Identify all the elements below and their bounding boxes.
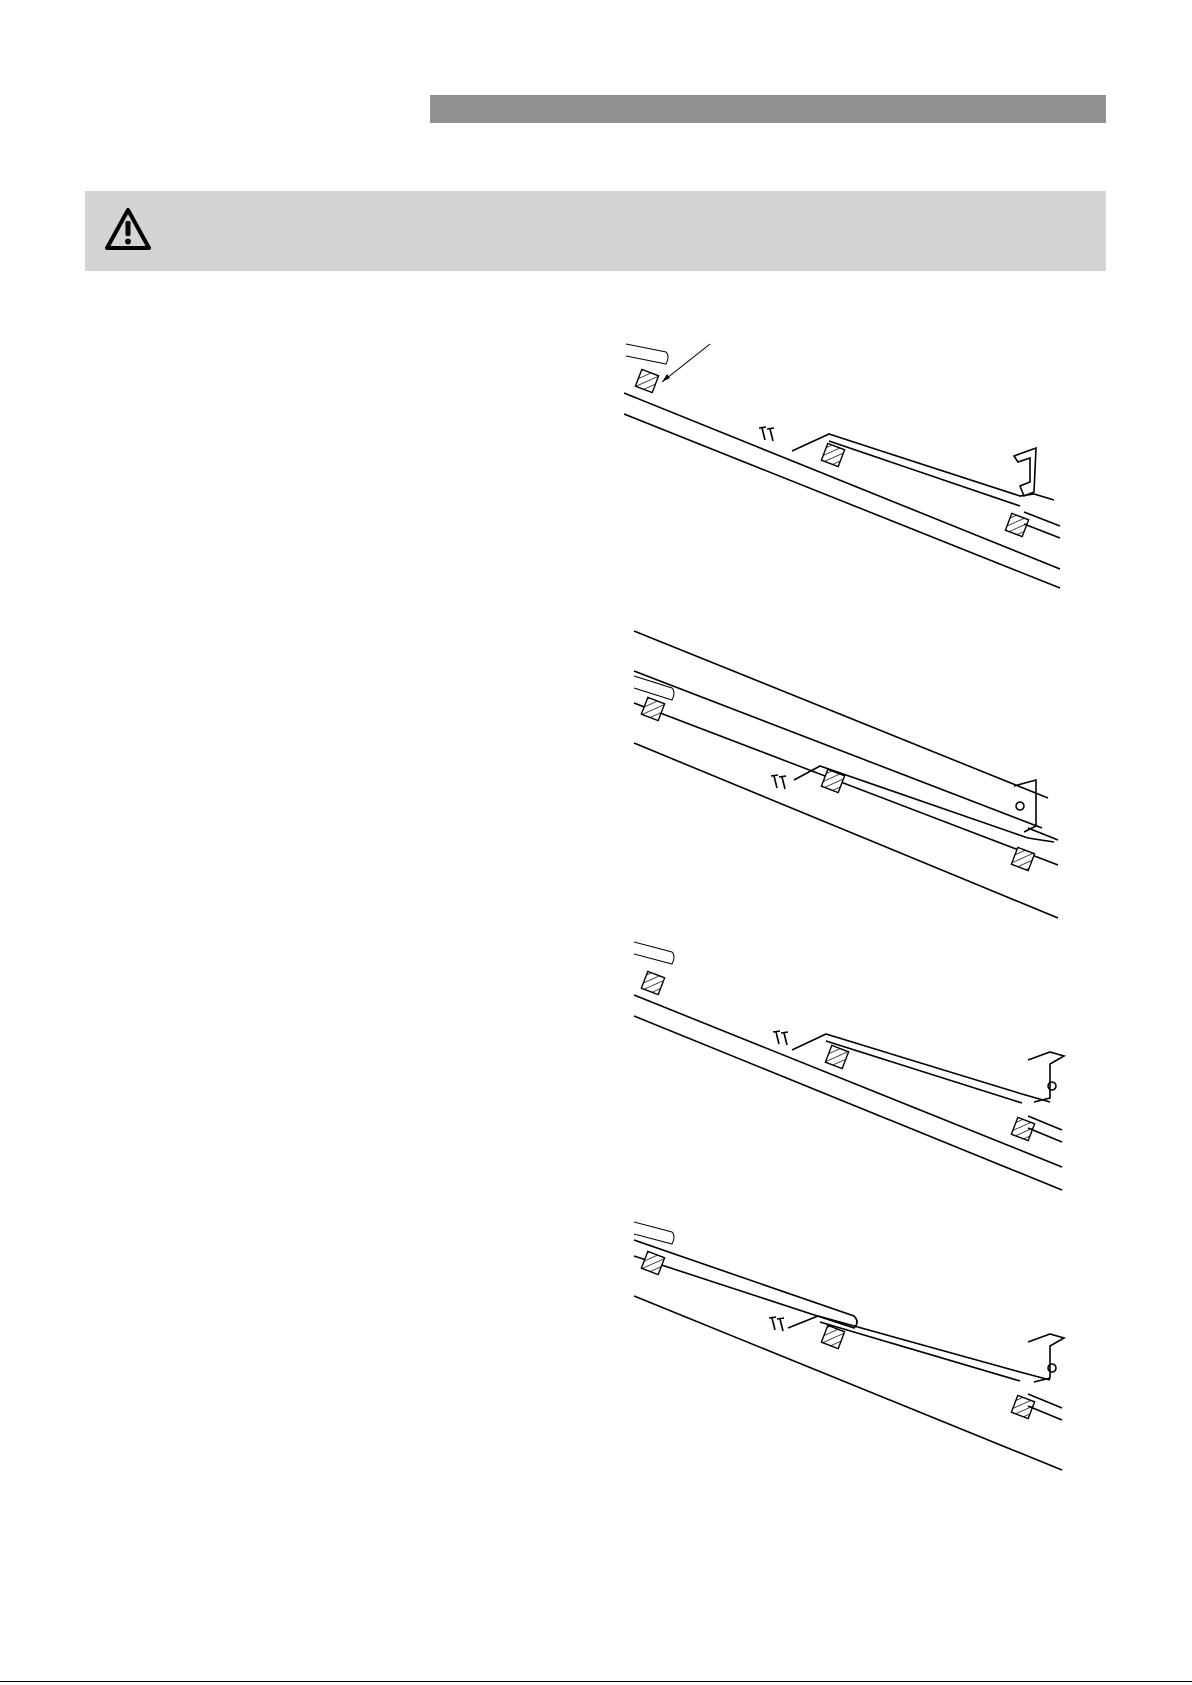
batten-block [825, 1045, 848, 1068]
roof-underlayer-line [634, 743, 1058, 918]
pointer-arrow [662, 344, 710, 382]
batten-baseline [624, 393, 1060, 569]
new-tile [634, 1240, 857, 1328]
nail-icon [771, 775, 786, 789]
section-header-bar [430, 95, 1106, 123]
existing-tile [634, 942, 674, 964]
roof-illustration-3 [624, 938, 1070, 1194]
flashing-profile [792, 1034, 1050, 1102]
nail-icon [773, 1031, 788, 1045]
existing-tile [634, 1222, 674, 1244]
clip-bracket [1014, 448, 1036, 496]
roof-underlayer-line [634, 1296, 1062, 1470]
batten-block [641, 1251, 664, 1274]
roof-illustration-4 [624, 1216, 1070, 1472]
existing-tile [634, 676, 674, 700]
warning-box [85, 191, 1106, 271]
flashing-profile [792, 434, 1054, 500]
page-bottom-rule [0, 1681, 1192, 1682]
roof-illustration-2 [624, 628, 1070, 920]
batten-block [641, 697, 664, 720]
batten-block [1011, 847, 1034, 870]
roof-underlayer-line [634, 1016, 1062, 1190]
nail-icon [759, 427, 774, 441]
nail-icon [769, 1317, 784, 1331]
existing-tile [626, 344, 668, 364]
clip-bracket [1028, 1052, 1064, 1102]
roof-underlayer-line [624, 414, 1060, 588]
batten-block [821, 443, 844, 466]
warning-icon [103, 206, 153, 252]
roof-illustration-1 [624, 336, 1070, 594]
batten-block [641, 971, 664, 994]
panel-underside [634, 671, 1042, 828]
batten-block [635, 369, 658, 392]
